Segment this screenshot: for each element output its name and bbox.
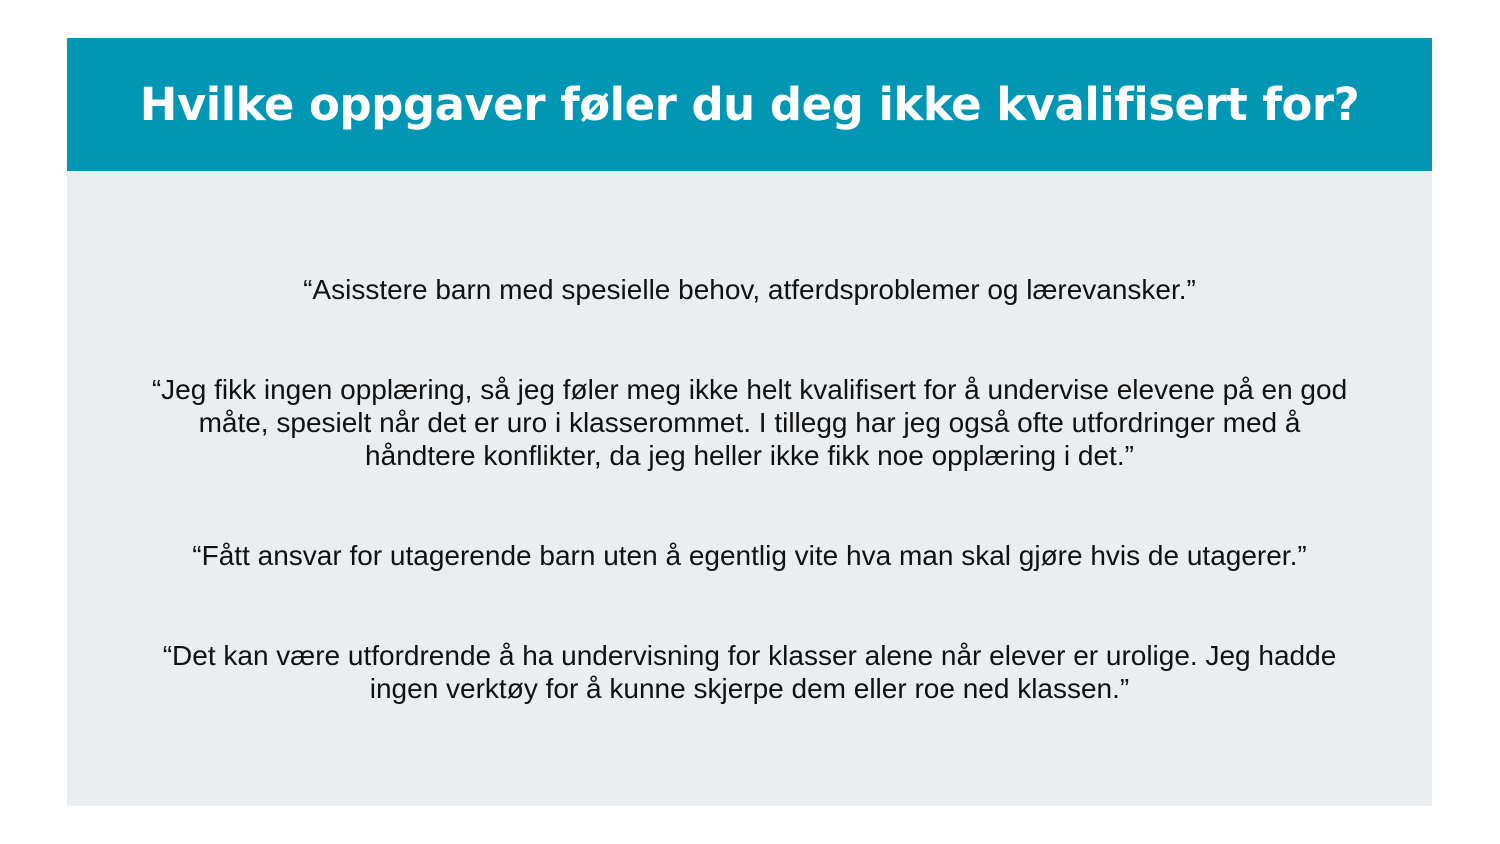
quotes-panel <box>67 171 1432 806</box>
quote-2 <box>67 373 1432 472</box>
quote-1 <box>67 273 1432 306</box>
quote-line: “Jeg fikk ingen opplæring, så jeg føler meg ikke helt kvalifisert for å undervise elevene på en god <box>151 374 1348 405</box>
quote-line: “Asisstere barn med spesielle behov, atferdsproblemer og lærevansker.” <box>303 274 1196 305</box>
quote-line: “Det kan være utfordrende å ha undervisning for klasser alene når elever er urolige. Jeg hadde <box>162 640 1337 671</box>
quote-3 <box>67 539 1432 572</box>
title-banner <box>67 38 1432 171</box>
slide-title: Hvilke oppgaver føler du deg ikke kvalifisert for? <box>139 78 1360 131</box>
quote-4 <box>67 639 1432 705</box>
quote-line: måte, spesielt når det er uro i klasserommet. I tillegg har jeg også ofte utfordringer med å <box>198 407 1301 438</box>
quote-line: håndtere konflikter, da jeg heller ikke fikk noe opplæring i det.” <box>365 440 1134 471</box>
quote-line: “Fått ansvar for utagerende barn uten å egentlig vite hva man skal gjøre hvis de utagerer.” <box>192 540 1307 571</box>
quote-line: ingen verktøy for å kunne skjerpe dem eller roe ned klassen.” <box>369 673 1130 704</box>
